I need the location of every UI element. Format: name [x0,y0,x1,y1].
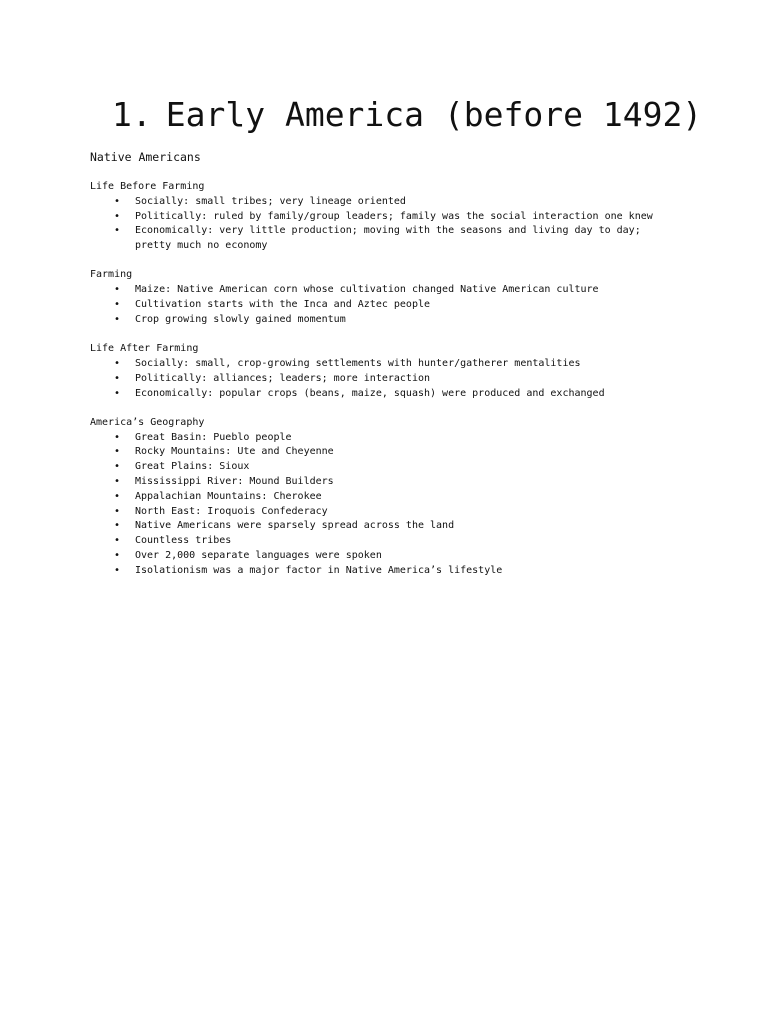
document-title [112,90,702,140]
document-subtitle: Native Americans [90,150,201,164]
bullet-list [90,283,690,327]
bullet-icon: • [114,550,121,562]
list-item [90,298,690,313]
bullet-icon: • [114,372,121,384]
bullet-icon: • [114,299,121,311]
bullet-icon: • [114,284,121,296]
bullet-icon: • [114,357,121,369]
list-item [90,195,690,210]
title-number: 1. [112,95,152,134]
list-item [90,534,690,549]
section-heading: America’s Geography [90,416,205,428]
list-item-text: Native Americans were sparsely spread across the land [135,520,455,532]
list-item-text: Mississippi River: Mound Builders [135,476,334,488]
section-list [90,180,690,593]
section [90,342,690,401]
bullet-icon: • [114,490,121,502]
bullet-icon: • [114,461,121,473]
bullet-icon: • [114,225,121,237]
section-heading: Life Before Farming [90,181,205,192]
list-item-text: Maize: Native American corn whose cultivation changed Native American culture [135,284,599,296]
section-heading: Farming [90,269,133,281]
list-item-text: Politically: alliances; leaders; more interaction [135,372,431,384]
list-item [90,210,690,225]
bullet-icon: • [114,505,121,517]
bullet-icon: • [114,210,121,222]
bullet-list [90,357,690,401]
section [90,180,690,254]
list-item [90,357,690,372]
bullet-icon: • [114,431,121,443]
title-text: Early America (before 1492) [165,95,703,134]
list-item-text: Politically: ruled by family/group leaders; family was the social interaction one knew [135,210,653,222]
list-item-text: Cultivation starts with the Inca and Aztec people [135,299,431,311]
list-item-text: Over 2,000 separate languages were spoken [135,550,382,562]
list-item [90,387,690,402]
list-item-text: Crop growing slowly gained momentum [135,313,346,325]
list-item-text: Isolationism was a major factor in Native America’s lifestyle [135,564,503,576]
bullet-icon: • [114,446,121,458]
list-item-text: Socially: small tribes; very lineage oriented [135,195,406,207]
list-item-text: Economically: very little production; moving with the seasons and living day to day; pretty much no economy [135,225,641,252]
section-heading: Life After Farming [90,343,199,355]
list-item [90,549,690,564]
list-item [90,224,690,254]
bullet-icon: • [114,564,121,576]
section [90,416,690,579]
bullet-icon: • [114,520,121,532]
list-item [90,490,690,505]
list-item [90,445,690,460]
bullet-icon: • [114,476,121,488]
list-item-text: Great Plains: Sioux [135,461,250,473]
section [90,268,690,327]
bullet-icon: • [114,195,121,207]
list-item [90,431,690,446]
list-item [90,564,690,579]
list-item [90,460,690,475]
list-item [90,505,690,520]
list-item-text: Economically: popular crops (beans, maize, squash) were produced and exchanged [135,387,605,399]
list-item-text: Appalachian Mountains: Cherokee [135,490,322,502]
list-item [90,313,690,328]
list-item [90,475,690,490]
bullet-list [90,431,690,579]
bullet-icon: • [114,313,121,325]
list-item [90,372,690,387]
list-item [90,283,690,298]
bullet-icon: • [114,535,121,547]
bullet-icon: • [114,387,121,399]
list-item-text: Rocky Mountains: Ute and Cheyenne [135,446,334,458]
list-item-text: North East: Iroquois Confederacy [135,505,328,517]
bullet-list [90,195,690,254]
list-item-text: Great Basin: Pueblo people [135,431,292,443]
list-item-text: Socially: small, crop-growing settlements with hunter/gatherer mentalities [135,357,581,369]
list-item [90,519,690,534]
list-item-text: Countless tribes [135,535,232,547]
